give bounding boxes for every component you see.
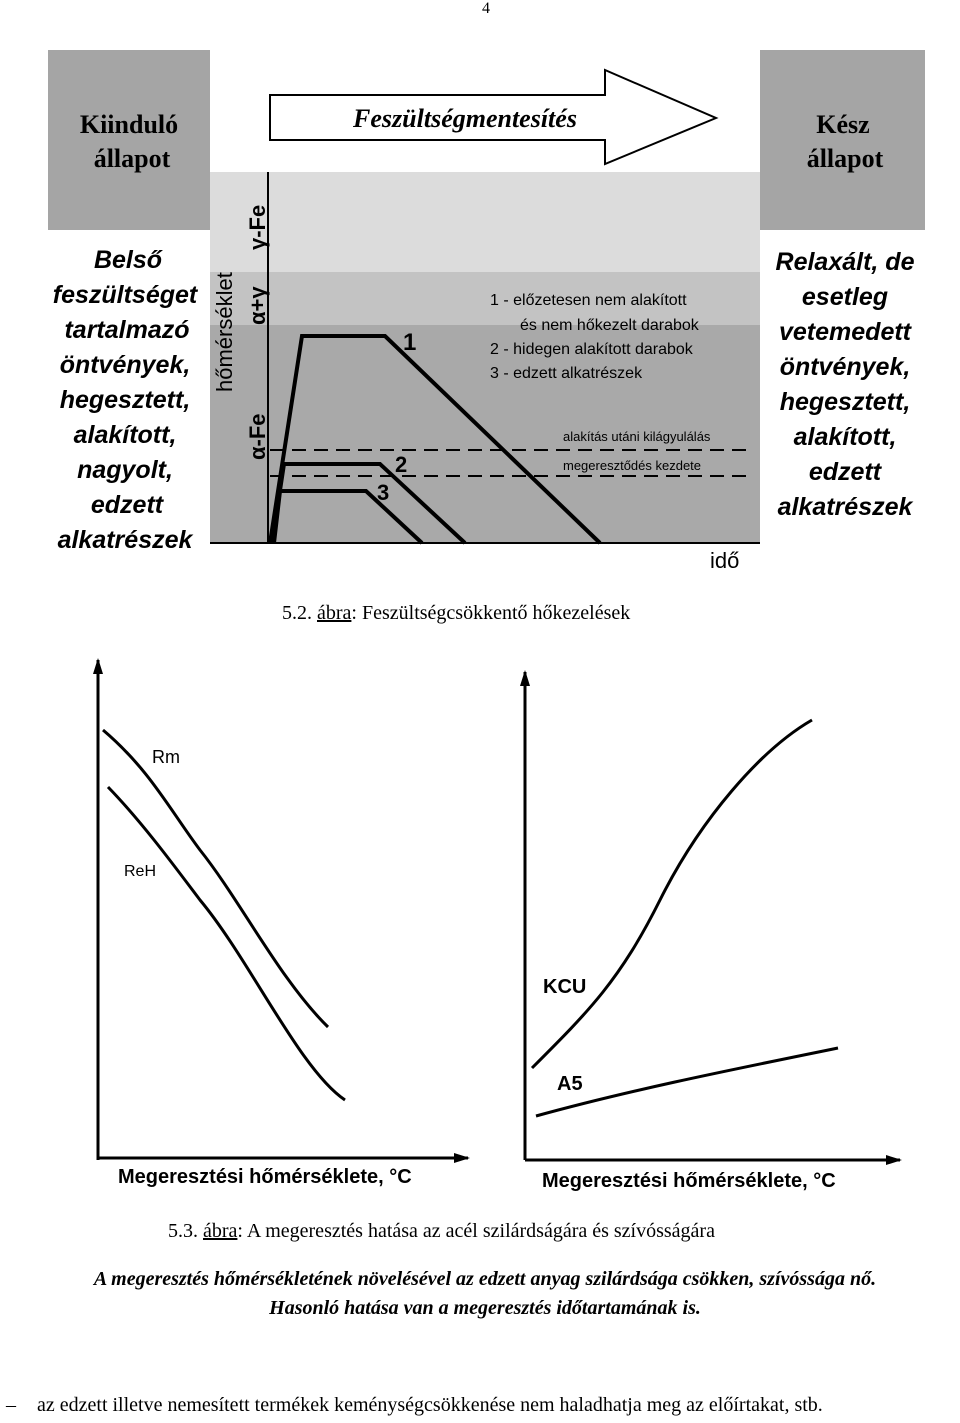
caption-figure-link[interactable]: ábra (203, 1220, 238, 1242)
process-arrow-label: Feszültségmentesítés (353, 104, 577, 133)
right-line: hegesztett, (779, 388, 911, 416)
left-x-arrow (454, 1153, 470, 1163)
recrystallization-label: alakítás utáni kilágyulálás (563, 429, 711, 444)
alpha-fe-label: α-Fe (245, 413, 270, 460)
right-line: alakított, (793, 423, 897, 451)
left-line: alakított, (73, 421, 177, 449)
page-number: 4 (482, 0, 490, 17)
figure-5-3-caption (168, 1220, 715, 1243)
reh-curve (108, 787, 345, 1100)
figure-5-2-caption (282, 602, 630, 625)
tempering-start-label: megeresztődés kezdete (563, 458, 702, 473)
curve-2-number: 2 (395, 452, 408, 477)
right-y-arrow (520, 670, 530, 686)
left-line: alkatrészek (57, 526, 193, 554)
right-line: esetleg (801, 283, 889, 311)
left-line: Belső (93, 246, 163, 274)
end-box-line1: Kész (816, 110, 870, 139)
bullet-marker: – (6, 1394, 16, 1416)
legend-line4: 3 - edzett alkatrészek (490, 365, 643, 382)
caption-number: 5.2. (282, 602, 312, 624)
right-description (776, 248, 915, 521)
right-line: vetemedett (779, 318, 911, 346)
end-box-line2: állapot (806, 144, 884, 173)
start-state-box (48, 50, 210, 230)
summary-line: A megeresztés hőmérsékletének növelésével az edzett anyag szilárdsága csökken, szívóssága nő. (93, 1268, 877, 1290)
left-y-arrow (93, 658, 103, 674)
kcu-curve (532, 720, 812, 1068)
gamma-fe-label: γ-Fe (245, 204, 270, 250)
left-line: nagyolt, (77, 456, 173, 484)
caption-text: : Feszültségcsökkentő hőkezelések (351, 602, 631, 624)
stress-relief-diagram (0, 0, 960, 600)
curve-3-number: 3 (377, 480, 390, 505)
right-line: alkatrészek (777, 493, 913, 521)
right-x-label: Megeresztési hőmérséklete, °C (542, 1170, 836, 1192)
left-line: tartalmazó (64, 316, 190, 344)
left-line: feszültséget (52, 281, 198, 309)
summary-paragraph (20, 1265, 950, 1323)
caption-number: 5.3. (168, 1220, 198, 1242)
bullet-text: az edzett illetve nemesített termékek keménységcsökkenése nem haladhatja meg az előírtakat, stb. (37, 1394, 823, 1416)
right-line: edzett (808, 458, 882, 486)
start-box-line1: Kiinduló (79, 110, 179, 139)
a5-label: A5 (557, 1073, 583, 1095)
right-line: öntvények, (779, 353, 911, 381)
start-box-line2: állapot (93, 144, 171, 173)
reh-label: ReH (124, 863, 157, 880)
caption-figure-link[interactable]: ábra (317, 602, 352, 624)
left-line: hegesztett, (59, 386, 191, 414)
summary-line: Hasonló hatása van a megeresztés időtartamának is. (269, 1297, 701, 1319)
rm-label: Rm (152, 747, 180, 767)
time-label: idő (710, 548, 740, 573)
temperature-label: hőmérséklet (212, 272, 237, 392)
right-line: Relaxált, de (775, 248, 915, 276)
kcu-label: KCU (543, 976, 587, 998)
right-x-arrow (886, 1155, 902, 1165)
end-state-box (760, 50, 925, 230)
legend-line1: 1 - előzetesen nem alakított (490, 292, 687, 309)
legend-line3: 2 - hidegen alakított darabok (490, 341, 693, 358)
tempering-effect-chart (0, 650, 960, 1210)
caption-text: : A megeresztés hatása az acél szilárdságára és szívósságára (237, 1220, 715, 1242)
bullet-item (6, 1394, 823, 1417)
left-x-label: Megeresztési hőmérséklete, °C (118, 1166, 412, 1188)
left-line: öntvények, (59, 351, 191, 379)
alpha-gamma-label: α+γ (245, 286, 270, 325)
legend-line2: és nem hőkezelt darabok (520, 317, 699, 334)
curve-1-number: 1 (403, 329, 417, 356)
left-description (53, 246, 199, 554)
left-line: edzett (90, 491, 164, 519)
gamma-band (210, 172, 760, 272)
